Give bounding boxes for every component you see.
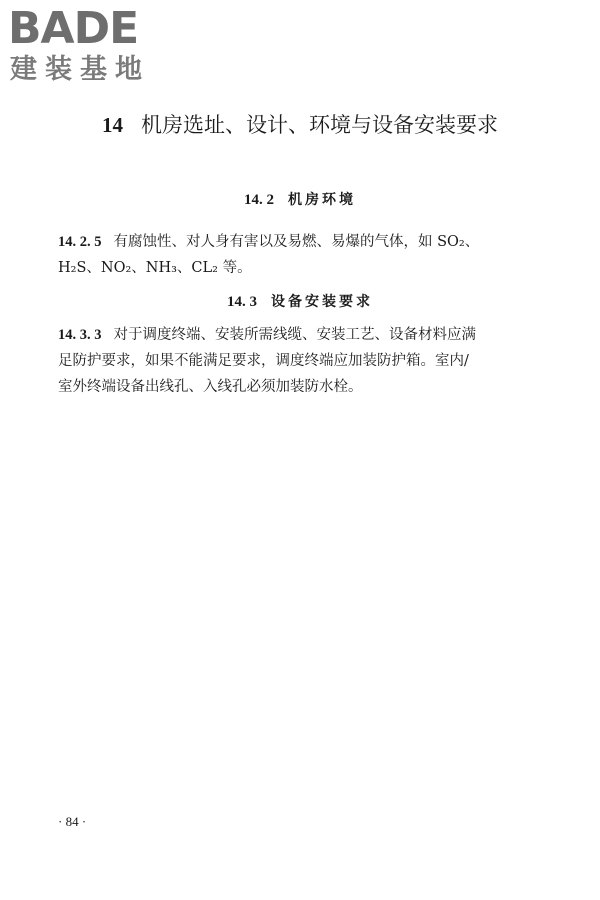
clause-line: 足防护要求，如果不能满足要求，调度终端应加装防护箱。室内/ — [58, 353, 469, 369]
section-title: 设备安装要求 — [271, 294, 373, 310]
page-number: · 84 · — [58, 814, 87, 829]
section-heading-14-2 — [0, 190, 600, 210]
clause-line — [58, 322, 558, 348]
section-number: 14. 3 — [227, 294, 257, 310]
clause-line: H₂S、NO₂、NH₃、CL₂ 等。 — [58, 260, 252, 276]
clause-14-3-3 — [58, 322, 558, 400]
clause-14-2-5 — [58, 229, 558, 281]
chapter-title-text: 机房选址、设计、环境与设备安装要求 — [141, 113, 498, 137]
clause-line: 室外终端设备出线孔、入线孔必须加装防水栓。 — [58, 379, 363, 395]
logo-subtitle: 建装基地 — [10, 54, 150, 85]
clause-number: 14. 3. 3 — [58, 327, 102, 343]
clause-text: 对于调度终端、安装所需线缆、安装工艺、设备材料应满 — [113, 327, 476, 343]
clause-line — [58, 229, 558, 255]
section-title: 机房环境 — [288, 192, 356, 208]
logo-wordmark: BADE — [8, 3, 139, 54]
section-number: 14. 2 — [244, 192, 274, 208]
clause-number: 14. 2. 5 — [58, 234, 102, 250]
bade-logo — [8, 4, 178, 86]
chapter-title — [0, 110, 600, 140]
clause-text: 有腐蚀性、对人身有害以及易燃、易爆的气体，如 SO₂、 — [113, 234, 480, 250]
section-heading-14-3 — [0, 292, 600, 312]
chapter-number: 14 — [102, 113, 123, 137]
